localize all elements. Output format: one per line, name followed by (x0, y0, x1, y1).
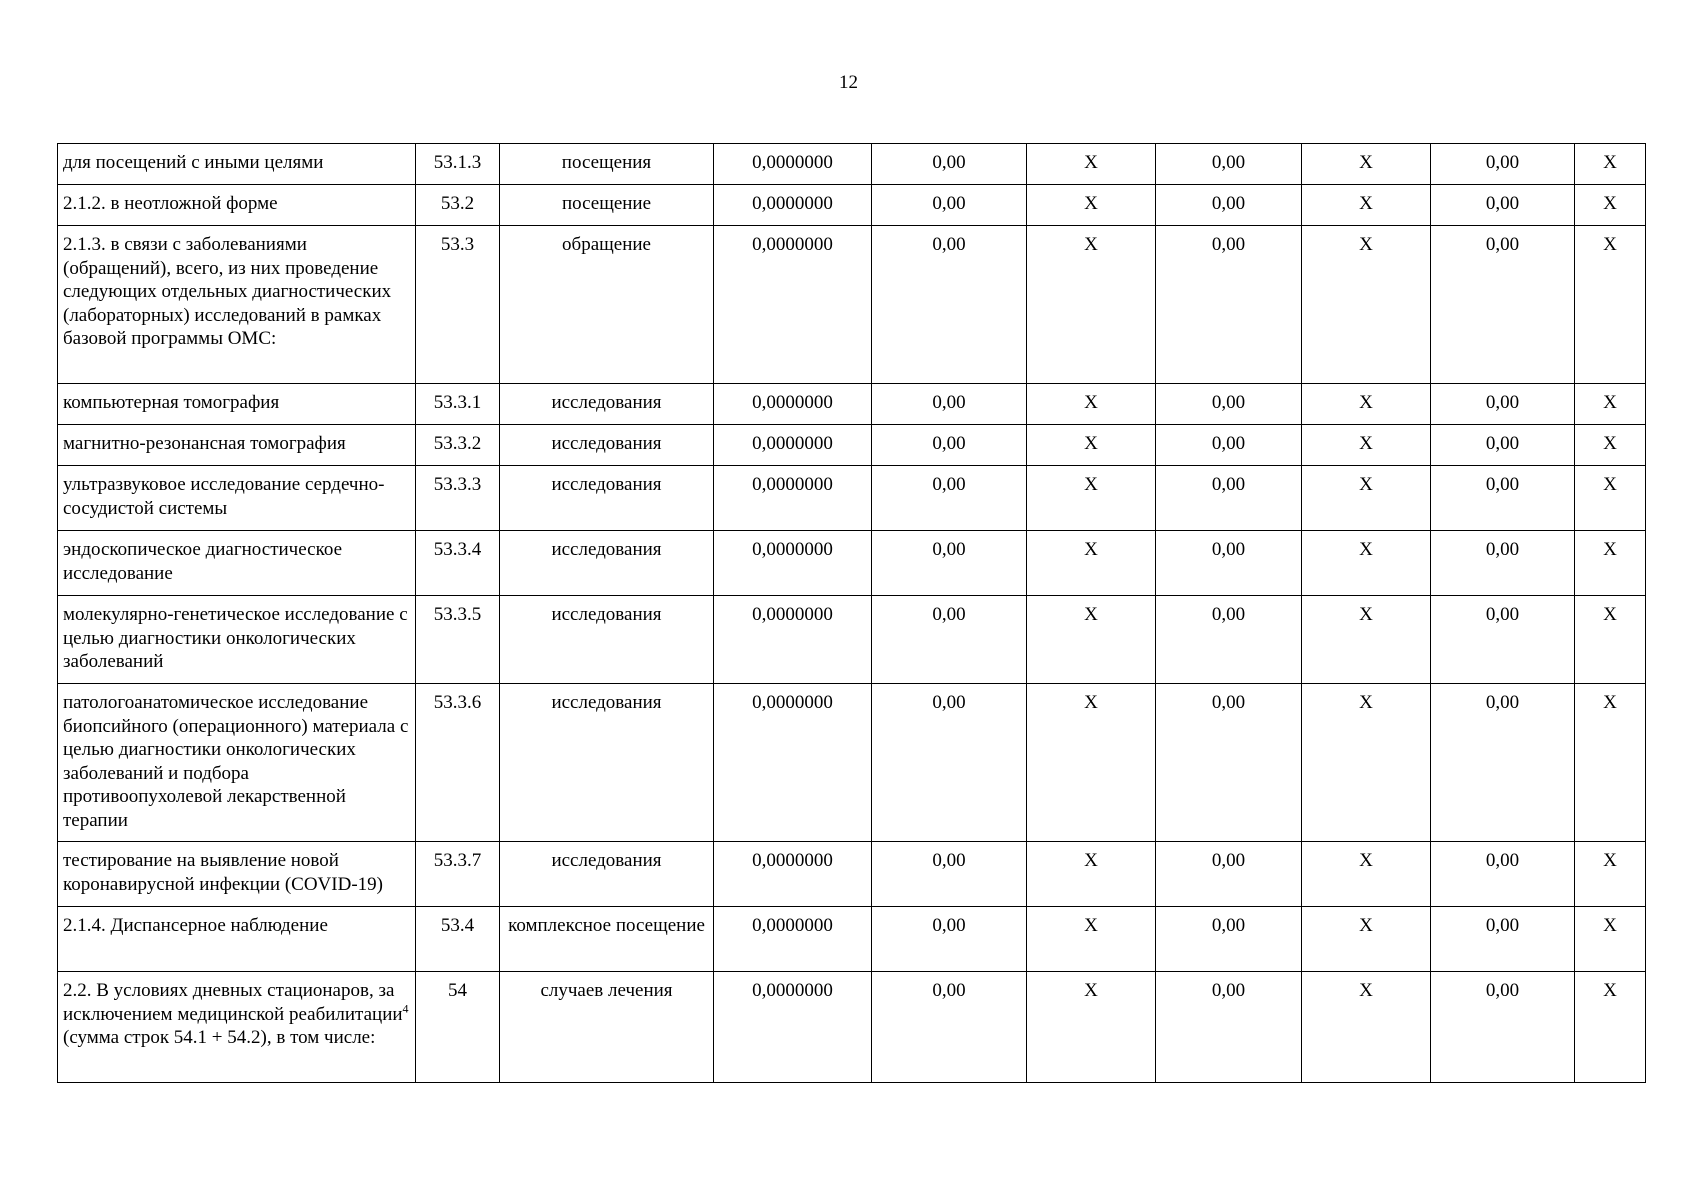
row-value-10: X (1575, 466, 1646, 531)
page-number: 12 (839, 72, 858, 93)
row-name: для посещений с иными целями (58, 144, 416, 185)
row-value-8: X (1302, 907, 1431, 972)
row-value-7: 0,00 (1156, 972, 1302, 1083)
row-code: 53.2 (416, 185, 500, 226)
row-value-9: 0,00 (1431, 972, 1575, 1083)
table-row (58, 185, 1646, 226)
row-value-6: X (1027, 842, 1156, 907)
row-unit: исследования (500, 842, 714, 907)
row-value-9: 0,00 (1431, 531, 1575, 596)
row-value-8: X (1302, 531, 1431, 596)
row-value-5: 0,00 (872, 684, 1027, 842)
row-name: тестирование на выявление новой коронавирусной инфекции (COVID-19) (58, 842, 416, 907)
table-row (58, 144, 1646, 185)
row-code: 53.3.7 (416, 842, 500, 907)
row-value-7: 0,00 (1156, 226, 1302, 384)
footnote-marker: 4 (402, 1001, 409, 1016)
row-value-7: 0,00 (1156, 531, 1302, 596)
row-value-6: X (1027, 684, 1156, 842)
row-value-5: 0,00 (872, 226, 1027, 384)
row-value-9: 0,00 (1431, 144, 1575, 185)
row-value-6: X (1027, 596, 1156, 684)
row-value-5: 0,00 (872, 144, 1027, 185)
row-value-7: 0,00 (1156, 144, 1302, 185)
row-value-7: 0,00 (1156, 907, 1302, 972)
row-value-8: X (1302, 466, 1431, 531)
row-value-6: X (1027, 466, 1156, 531)
row-value-7: 0,00 (1156, 466, 1302, 531)
row-name: 2.1.3. в связи с заболеваниями (обращений), всего, из них проведение следующих отдельных диагностических (лабораторных) исследований в рамках базовой программы ОМС: (58, 226, 416, 384)
row-code: 54 (416, 972, 500, 1083)
row-unit: исследования (500, 596, 714, 684)
row-value-6: X (1027, 972, 1156, 1083)
row-value-10: X (1575, 596, 1646, 684)
row-name: 2.1.2. в неотложной форме (58, 185, 416, 226)
row-value-5: 0,00 (872, 842, 1027, 907)
row-name: 2.1.4. Диспансерное наблюдение (58, 907, 416, 972)
row-name: компьютерная томография (58, 384, 416, 425)
table-row (58, 907, 1646, 972)
row-value-5: 0,00 (872, 425, 1027, 466)
row-value-9: 0,00 (1431, 384, 1575, 425)
row-value-5: 0,00 (872, 466, 1027, 531)
row-code: 53.4 (416, 907, 500, 972)
row-name (58, 972, 416, 1083)
row-code: 53.3.1 (416, 384, 500, 425)
row-value-4: 0,0000000 (714, 466, 872, 531)
row-unit: исследования (500, 425, 714, 466)
row-value-6: X (1027, 907, 1156, 972)
row-value-8: X (1302, 425, 1431, 466)
row-value-4: 0,0000000 (714, 531, 872, 596)
row-value-7: 0,00 (1156, 842, 1302, 907)
row-name: эндоскопическое диагностическое исследование (58, 531, 416, 596)
row-unit: комплексное посещение (500, 907, 714, 972)
row-value-8: X (1302, 384, 1431, 425)
table-row (58, 384, 1646, 425)
row-value-9: 0,00 (1431, 185, 1575, 226)
row-value-5: 0,00 (872, 972, 1027, 1083)
row-name: патологоанатомическое исследование биопсийного (операционного) материала с целью диагностики онкологических заболеваний и подбора противоопухолевой лекарственной терапии (58, 684, 416, 842)
row-value-4: 0,0000000 (714, 684, 872, 842)
row-code: 53.3.4 (416, 531, 500, 596)
row-value-10: X (1575, 144, 1646, 185)
table-row (58, 684, 1646, 842)
row-value-6: X (1027, 531, 1156, 596)
row-name-text: 2.2. В условиях дневных стационаров, за исключением медицинской реабилитации (63, 980, 403, 1025)
row-value-10: X (1575, 425, 1646, 466)
row-value-7: 0,00 (1156, 185, 1302, 226)
row-value-9: 0,00 (1431, 907, 1575, 972)
row-value-6: X (1027, 384, 1156, 425)
table-row (58, 226, 1646, 384)
row-value-6: X (1027, 144, 1156, 185)
data-table (57, 143, 1646, 1083)
row-value-7: 0,00 (1156, 596, 1302, 684)
table-row (58, 972, 1646, 1083)
row-value-5: 0,00 (872, 185, 1027, 226)
row-value-9: 0,00 (1431, 684, 1575, 842)
row-value-4: 0,0000000 (714, 842, 872, 907)
row-value-9: 0,00 (1431, 842, 1575, 907)
row-value-4: 0,0000000 (714, 144, 872, 185)
table-row (58, 842, 1646, 907)
row-name-text-cont: (сумма строк 54.1 + 54.2), в том числе: (63, 1027, 376, 1048)
row-value-6: X (1027, 226, 1156, 384)
row-value-10: X (1575, 185, 1646, 226)
row-value-8: X (1302, 185, 1431, 226)
row-code: 53.3 (416, 226, 500, 384)
row-value-4: 0,0000000 (714, 907, 872, 972)
table-row (58, 596, 1646, 684)
row-value-10: X (1575, 384, 1646, 425)
row-value-8: X (1302, 144, 1431, 185)
row-value-10: X (1575, 531, 1646, 596)
row-value-5: 0,00 (872, 907, 1027, 972)
row-value-9: 0,00 (1431, 425, 1575, 466)
row-name: ультразвуковое исследование сердечно-сосудистой системы (58, 466, 416, 531)
row-value-6: X (1027, 425, 1156, 466)
row-value-5: 0,00 (872, 384, 1027, 425)
row-unit: исследования (500, 531, 714, 596)
row-value-4: 0,0000000 (714, 384, 872, 425)
row-value-8: X (1302, 842, 1431, 907)
row-value-4: 0,0000000 (714, 185, 872, 226)
row-value-4: 0,0000000 (714, 226, 872, 384)
row-value-9: 0,00 (1431, 596, 1575, 684)
row-name: молекулярно-генетическое исследование с целью диагностики онкологических заболеваний (58, 596, 416, 684)
row-value-10: X (1575, 972, 1646, 1083)
row-unit: обращение (500, 226, 714, 384)
row-unit: исследования (500, 684, 714, 842)
row-code: 53.3.3 (416, 466, 500, 531)
row-code: 53.1.3 (416, 144, 500, 185)
row-unit: посещения (500, 144, 714, 185)
row-value-8: X (1302, 226, 1431, 384)
row-value-4: 0,0000000 (714, 596, 872, 684)
table-row (58, 425, 1646, 466)
row-value-7: 0,00 (1156, 425, 1302, 466)
row-value-10: X (1575, 907, 1646, 972)
row-code: 53.3.5 (416, 596, 500, 684)
row-value-5: 0,00 (872, 596, 1027, 684)
row-value-10: X (1575, 226, 1646, 384)
row-value-7: 0,00 (1156, 384, 1302, 425)
row-value-9: 0,00 (1431, 466, 1575, 531)
row-code: 53.3.2 (416, 425, 500, 466)
row-value-4: 0,0000000 (714, 972, 872, 1083)
row-value-6: X (1027, 185, 1156, 226)
row-code: 53.3.6 (416, 684, 500, 842)
row-value-10: X (1575, 842, 1646, 907)
table-row (58, 466, 1646, 531)
row-value-9: 0,00 (1431, 226, 1575, 384)
row-value-8: X (1302, 684, 1431, 842)
row-unit: исследования (500, 466, 714, 531)
row-name: магнитно-резонансная томография (58, 425, 416, 466)
row-value-5: 0,00 (872, 531, 1027, 596)
row-value-7: 0,00 (1156, 684, 1302, 842)
row-unit: исследования (500, 384, 714, 425)
row-value-10: X (1575, 684, 1646, 842)
row-value-8: X (1302, 972, 1431, 1083)
row-value-8: X (1302, 596, 1431, 684)
row-unit: случаев лечения (500, 972, 714, 1083)
row-value-4: 0,0000000 (714, 425, 872, 466)
row-unit: посещение (500, 185, 714, 226)
table-row (58, 531, 1646, 596)
